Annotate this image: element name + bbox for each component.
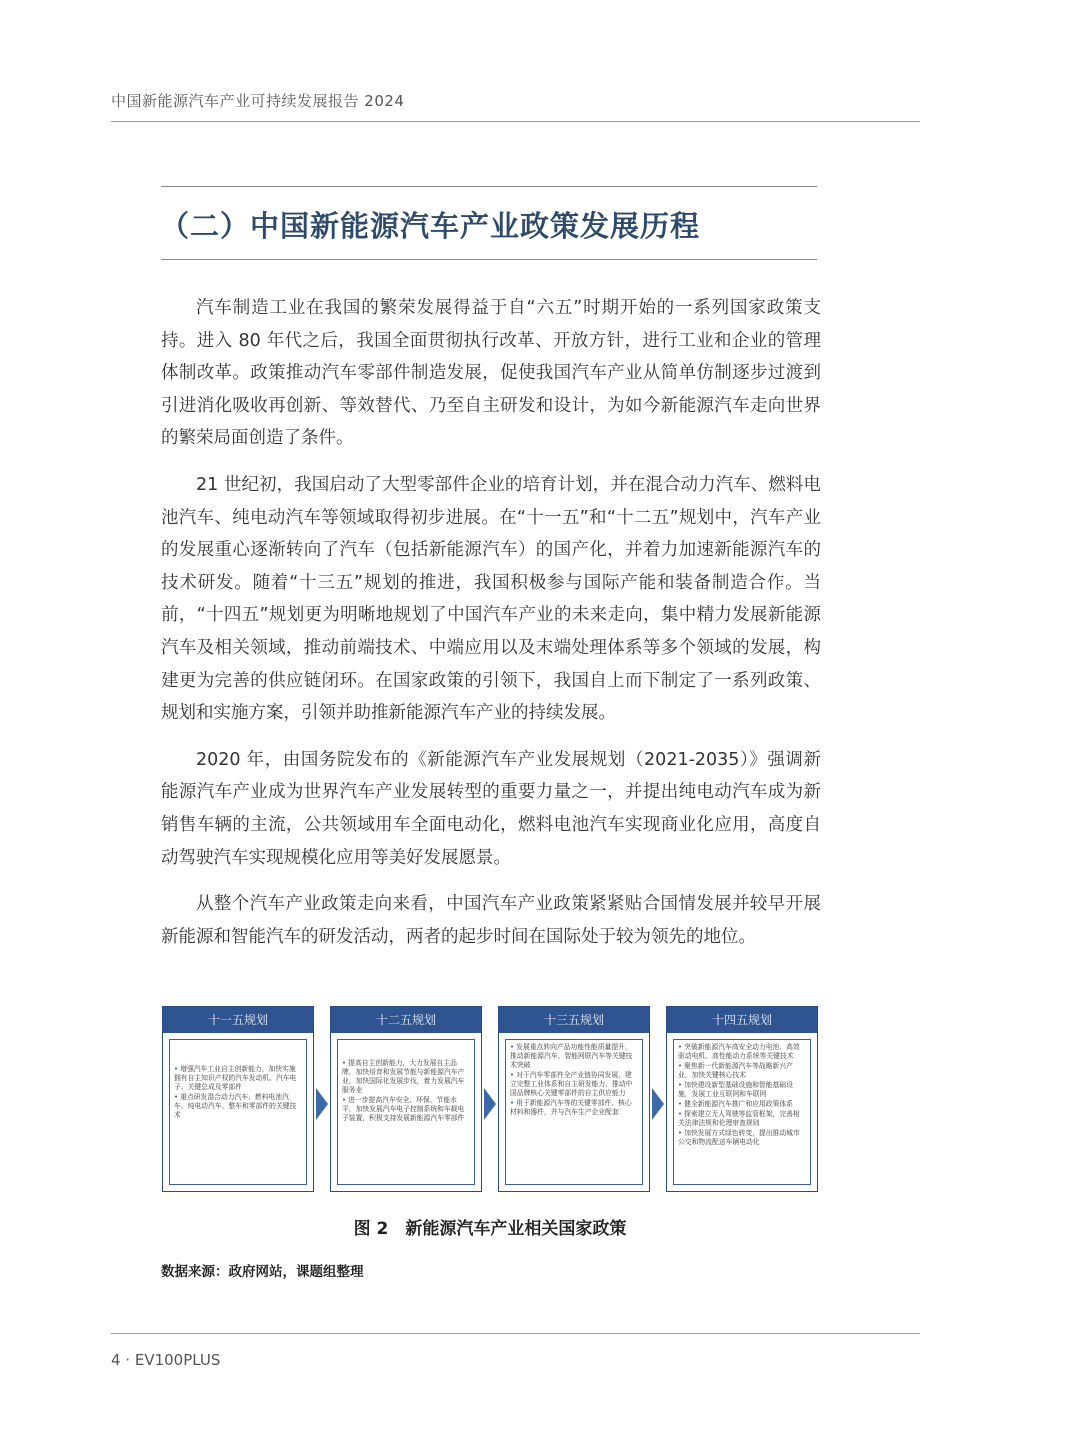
panel-bullet: • 提高自主创新能力，大力发展自主品牌，加快培育和发展节能与新能源汽车产业，加快国际化发展步伐，着力发展汽车服务业 — [342, 1059, 465, 1094]
panel-bullet: • 用于新能源汽车等的关键零部件、核心材料和器件，并与汽车生产企业配套 — [510, 1099, 632, 1116]
panel-bullet: • 突破新能源汽车高安全动力电池、高效驱动电机、高性能动力系统等关键技术 — [678, 1043, 800, 1060]
running-header: 中国新能源汽车产业可持续发展报告 2024 — [111, 92, 405, 110]
panel-bullet: • 进一步提高汽车安全、环保、节能水平，加快发展汽车电子控制系统和车载电子装置，积极支持发展新能源汽车零部件 — [342, 1096, 465, 1122]
arrow-right-icon — [652, 1088, 664, 1120]
panel-bullet: • 健全新能源汽车推广和应用政策体系 — [678, 1100, 793, 1108]
panel-bullet: • 加快建设新型基础设施和智能基础设施，发展工业互联网和车联网 — [678, 1081, 793, 1098]
panel-14th-plan — [666, 1006, 818, 1192]
panel-bullet: • 增强汽车工业自主创新能力，加快实施拥有自主知识产权的汽车发动机、汽车电子、关键总成及零部件 — [174, 1065, 297, 1091]
panel-title: 十四五规划 — [667, 1007, 817, 1033]
data-source: 数据来源：政府网站，课题组整理 — [161, 1264, 364, 1280]
panel-bullet: • 发展重点转向产品功能性能质量提升，推动新能源汽车、智能网联汽车等关键技术突破 — [510, 1043, 633, 1069]
header-rule — [111, 121, 920, 122]
paragraph-3: 2020 年，由国务院发布的《新能源汽车产业发展规划（2021-2035）》强调新能源汽车产业成为世界汽车产业发展转型的重要力量之一，并提出纯电动汽车成为新销售车辆的主流，公共领域用车全面电动化，燃料电池汽车实现商业化应用，高度自动驾驶汽车实现规模化应用等美好发展愿景。 — [161, 749, 821, 868]
policy-figure — [162, 1006, 818, 1192]
footer-rule — [111, 1333, 920, 1334]
panel-bullet: • 聚焦新一代新能源汽车等战略新兴产业，加快关键核心技术 — [678, 1062, 793, 1079]
panel-content — [505, 1039, 643, 1185]
figure-caption: 图 2 新能源汽车产业相关国家政策 — [353, 1219, 627, 1239]
panel-12th-plan — [330, 1006, 482, 1192]
panel-bullet: • 重点研发混合动力汽车、燃料电池汽车、纯电动汽车、整车和零部件的关键技术 — [174, 1093, 297, 1119]
arrow-right-icon — [484, 1088, 496, 1120]
panel-13th-plan — [498, 1006, 650, 1192]
title-rule-top — [161, 186, 817, 187]
arrow-right-icon — [316, 1088, 328, 1120]
page-footer: 4 · EV100PLUS — [111, 1351, 221, 1369]
body-text — [161, 292, 821, 967]
title-rule-bottom — [161, 259, 817, 260]
paragraph-4: 从整个汽车产业政策走向来看，中国汽车产业政策紧紧贴合国情发展并较早开展新能源和智能汽车的研发活动，两者的起步时间在国际处于较为领先的地位。 — [161, 894, 821, 947]
panel-content — [169, 1039, 307, 1185]
section-title: （二）中国新能源汽车产业政策发展历程 — [160, 209, 701, 243]
panel-bullet: • 对于汽车零部件全产业链协同发展，建立完整工业体系和自主研发能力，推动中国品牌核心关键零部件的自主供应能力 — [510, 1071, 633, 1097]
panel-11th-plan — [162, 1006, 314, 1192]
panel-content — [337, 1039, 475, 1185]
panel-bullet: • 探索建立无人驾驶等监管框架，完善相关法律法规和伦理审查规则 — [678, 1110, 800, 1127]
panel-title: 十二五规划 — [331, 1007, 481, 1033]
panel-title: 十三五规划 — [499, 1007, 649, 1033]
panel-bullet: • 加快发展方式绿色转变，提出推动城市公交和物流配送车辆电动化 — [678, 1129, 800, 1146]
panel-content — [673, 1039, 811, 1185]
paragraph-2: 21 世纪初，我国启动了大型零部件企业的培育计划，并在混合动力汽车、燃料电池汽车、纯电动汽车等领域取得初步进展。在“十一五”和“十二五”规划中，汽车产业的发展重心逐渐转向了汽车（包括新能源汽车）的国产化，并着力加速新能源汽车的技术研发。随着“十三五”规划的推进，我国积极参与国际产能和装备制造合作。当前，“十四五”规划更为明晰地规划了中国汽车产业的未来走向，集中精力发展新能源汽车及相关领域，推动前端技术、中端应用以及末端处理体系等多个领域的发展，构建更为完善的供应链闭环。在国家政策的引领下，我国自上而下制定了一系列政策、规划和实施方案，引领并助推新能源汽车产业的持续发展。 — [161, 474, 821, 724]
paragraph-1: 汽车制造工业在我国的繁荣发展得益于自“六五”时期开始的一系列国家政策支持。进入 80 年代之后，我国全面贯彻执行改革、开放方针，进行工业和企业的管理体制改革。政策推动汽车零部件制造发展，促使我国汽车产业从简单仿制逐步过渡到引进消化吸收再创新、等效替代、乃至自主研发和设计，为如今新能源汽车走向世界的繁荣局面创造了条件。 — [161, 298, 821, 449]
panel-title: 十一五规划 — [163, 1007, 313, 1033]
